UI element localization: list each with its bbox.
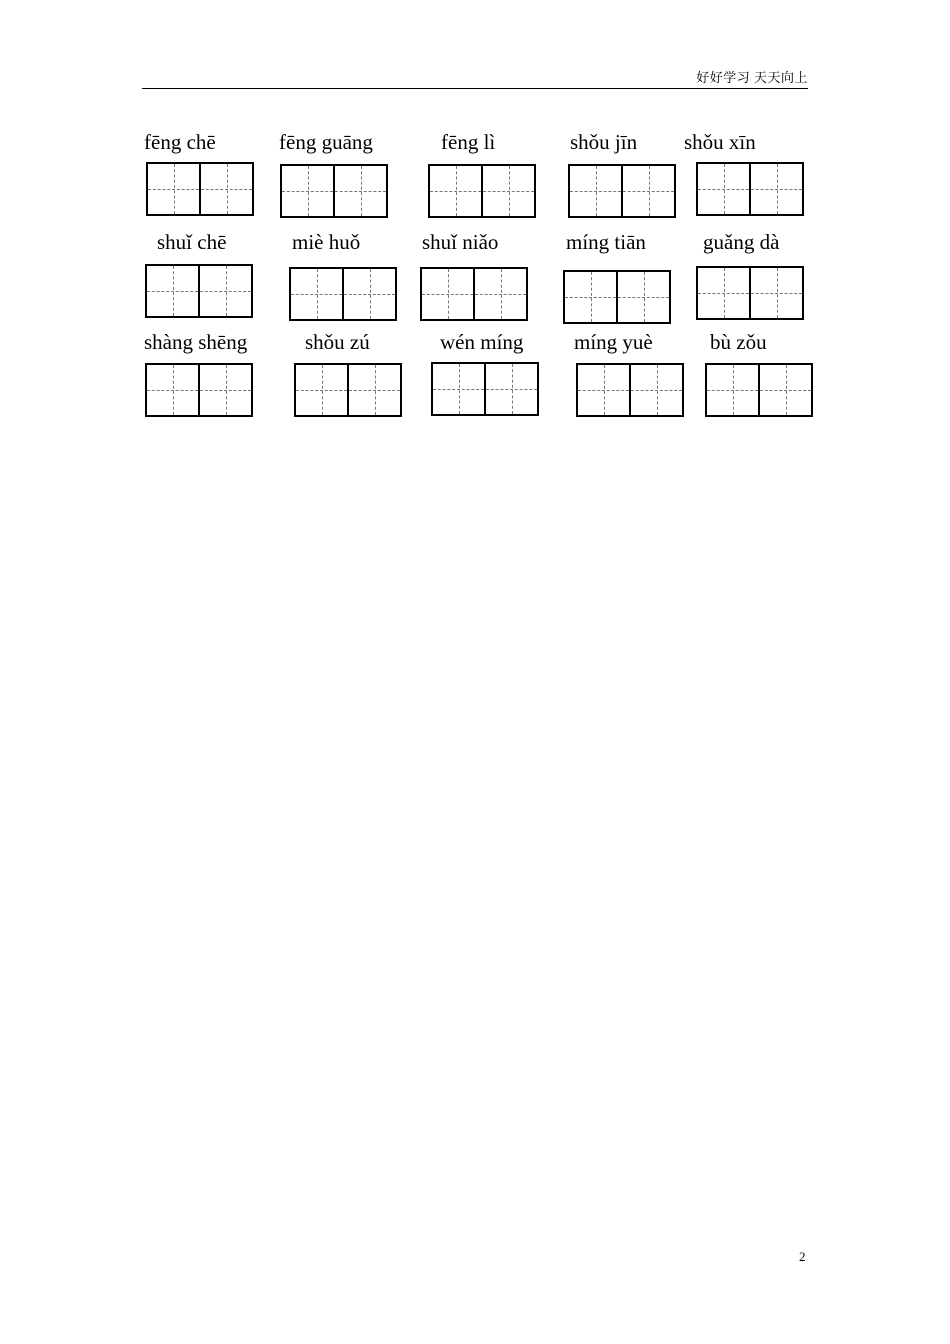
writing-grid[interactable] — [705, 363, 813, 417]
pinyin-label: shuǐ chē — [157, 230, 227, 254]
writing-grid[interactable] — [280, 164, 388, 218]
grid-cell[interactable] — [422, 269, 473, 319]
grid-cell[interactable] — [199, 164, 252, 214]
grid-cell[interactable] — [333, 166, 386, 216]
writing-grid[interactable] — [146, 162, 254, 216]
grid-cell[interactable] — [473, 269, 526, 319]
pinyin-label: shǒu jīn — [570, 130, 638, 154]
grid-cell[interactable] — [629, 365, 682, 415]
page-number: 2 — [799, 1249, 806, 1264]
writing-grid[interactable] — [568, 164, 676, 218]
grid-cell[interactable] — [698, 164, 749, 214]
pinyin-label: shǒu xīn — [684, 130, 756, 154]
writing-grid[interactable] — [145, 264, 253, 318]
header-motto: 好好学习 天天向上 — [696, 70, 808, 85]
grid-cell[interactable] — [758, 365, 811, 415]
grid-cell[interactable] — [484, 364, 537, 414]
header-divider — [142, 88, 808, 89]
writing-grid[interactable] — [289, 267, 397, 321]
pinyin-label: shǒu zú — [305, 330, 370, 354]
writing-grid[interactable] — [420, 267, 528, 321]
grid-cell[interactable] — [621, 166, 674, 216]
grid-cell[interactable] — [707, 365, 758, 415]
pinyin-label: fēng chē — [144, 130, 216, 154]
grid-cell[interactable] — [698, 268, 749, 318]
grid-cell[interactable] — [198, 266, 251, 316]
grid-cell[interactable] — [198, 365, 251, 415]
writing-grid[interactable] — [696, 162, 804, 216]
grid-cell[interactable] — [147, 365, 198, 415]
pinyin-label: fēng guāng — [279, 130, 373, 154]
grid-cell[interactable] — [342, 269, 395, 319]
grid-cell[interactable] — [148, 164, 199, 214]
grid-cell[interactable] — [147, 266, 198, 316]
pinyin-label: miè huǒ — [292, 230, 361, 254]
pinyin-label: bù zǒu — [710, 330, 767, 354]
pinyin-label: shàng shēng — [144, 330, 248, 354]
grid-cell[interactable] — [749, 164, 802, 214]
grid-cell[interactable] — [430, 166, 481, 216]
writing-grid[interactable] — [696, 266, 804, 320]
writing-grid[interactable] — [563, 270, 671, 324]
grid-cell[interactable] — [749, 268, 802, 318]
pinyin-label: míng tiān — [566, 230, 646, 254]
pinyin-label: wén míng — [440, 330, 524, 354]
grid-cell[interactable] — [481, 166, 534, 216]
grid-cell[interactable] — [433, 364, 484, 414]
writing-grid[interactable] — [431, 362, 539, 416]
grid-cell[interactable] — [616, 272, 669, 322]
writing-grid[interactable] — [576, 363, 684, 417]
pinyin-label: guǎng dà — [703, 230, 780, 254]
grid-cell[interactable] — [291, 269, 342, 319]
grid-cell[interactable] — [282, 166, 333, 216]
grid-cell[interactable] — [347, 365, 400, 415]
grid-cell[interactable] — [578, 365, 629, 415]
grid-cell[interactable] — [565, 272, 616, 322]
pinyin-label: míng yuè — [574, 330, 653, 354]
writing-grid[interactable] — [145, 363, 253, 417]
pinyin-label: fēng lì — [441, 130, 496, 154]
writing-grid[interactable] — [428, 164, 536, 218]
pinyin-label: shuǐ niǎo — [422, 230, 499, 254]
grid-cell[interactable] — [570, 166, 621, 216]
writing-grid[interactable] — [294, 363, 402, 417]
grid-cell[interactable] — [296, 365, 347, 415]
